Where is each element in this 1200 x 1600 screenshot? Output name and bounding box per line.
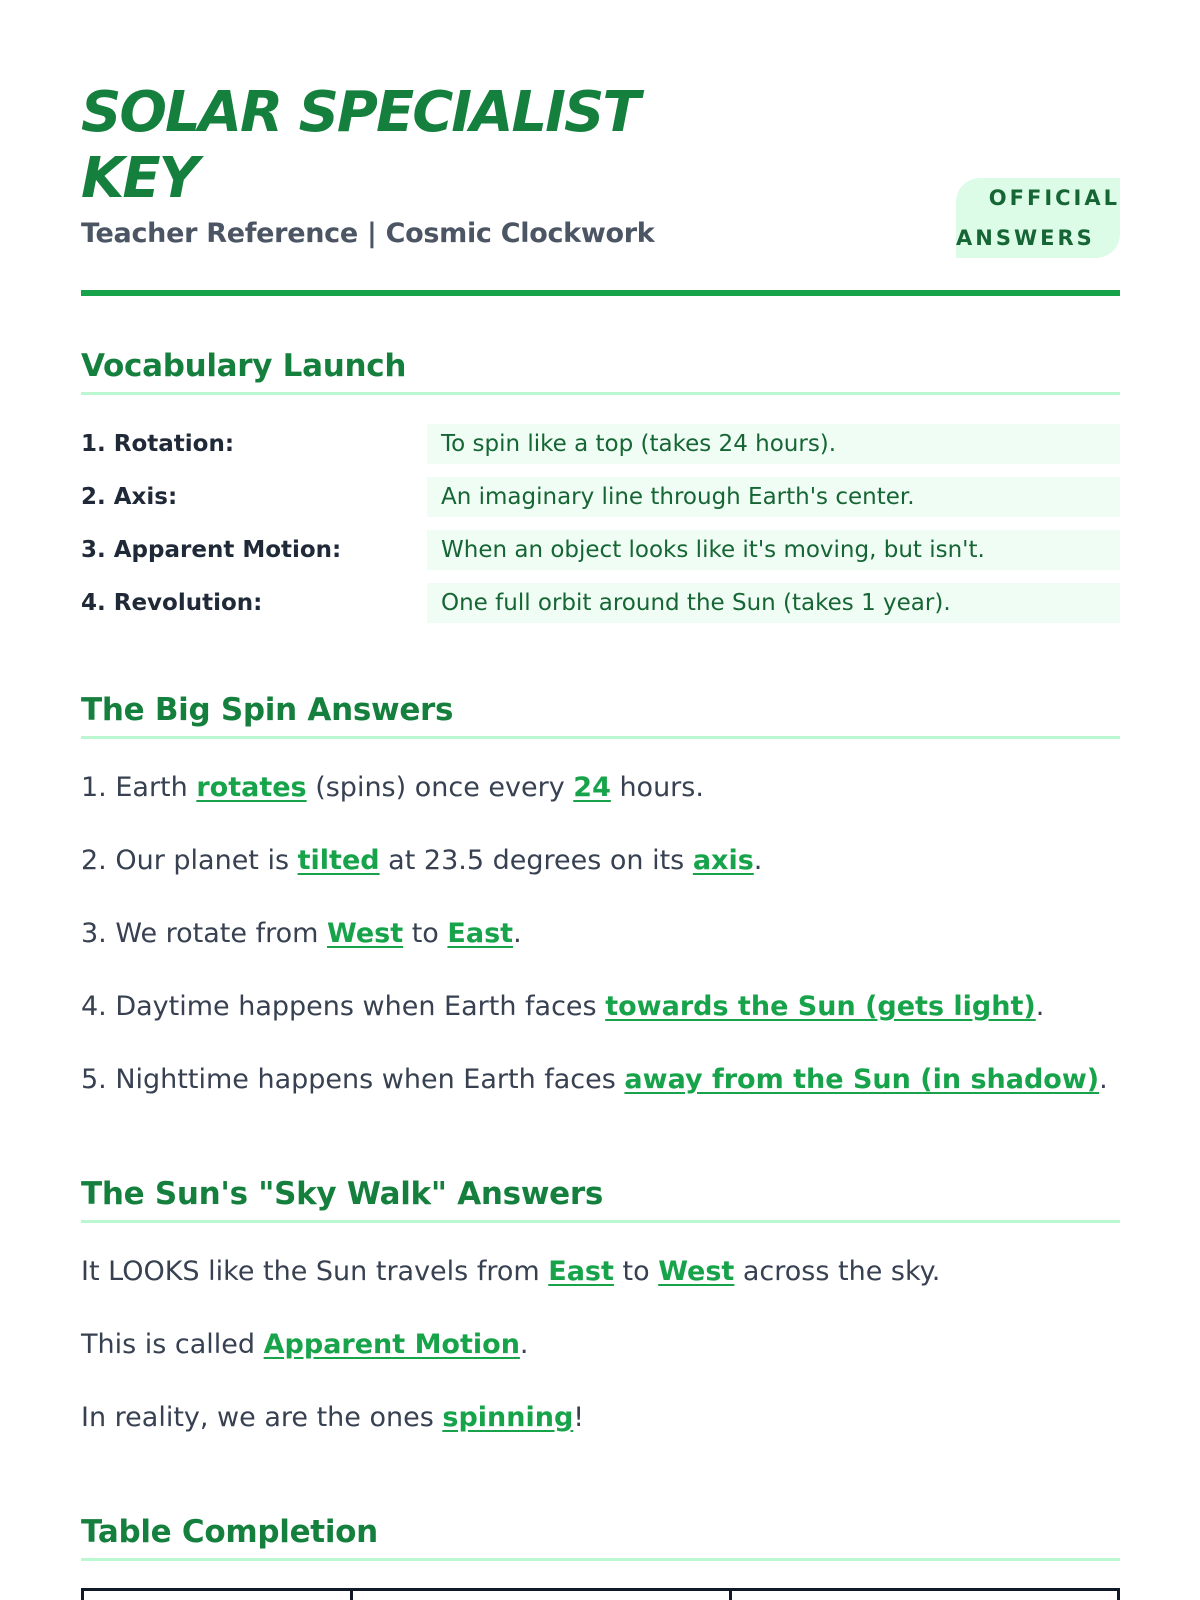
answer-text: (spins) once every: [306, 772, 574, 803]
answer-text: .: [753, 845, 763, 876]
answer-text: to: [613, 1256, 659, 1287]
title-line-1: SOLAR SPECIALIST: [81, 80, 639, 145]
vocab-definition: To spin like a top (takes 24 hours).: [427, 424, 1120, 464]
answer-blank: West: [658, 1256, 735, 1287]
spin-answer-5: [81, 1064, 1120, 1095]
answer-text: .: [1035, 991, 1045, 1022]
answer-text: at 23.5 degrees on its: [379, 845, 693, 876]
vocab-section-title: Vocabulary Launch: [81, 348, 1120, 395]
answer-text: It LOOKS like the Sun travels from: [81, 1256, 549, 1287]
vocab-term: 1. Rotation:: [81, 431, 235, 457]
spin-answer-1: [81, 772, 1120, 803]
vocab-term: 3. Apparent Motion:: [81, 537, 342, 563]
answer-text: across the sky.: [734, 1256, 941, 1287]
vocab-definition: An imaginary line through Earth's center.: [427, 477, 1120, 517]
answer-blank: East: [548, 1256, 614, 1287]
answer-blank: rotates: [196, 772, 307, 803]
spin-answer-2: [81, 845, 1120, 876]
official-answers-badge: [956, 178, 1120, 258]
answer-text: This is called: [81, 1329, 264, 1360]
answer-text: hours.: [610, 772, 704, 803]
completion-table: [81, 1588, 1120, 1600]
answer-text: 5. Nighttime happens when Earth faces: [81, 1064, 625, 1095]
answer-blank: spinning: [442, 1402, 574, 1433]
table-column-divider: [350, 1588, 353, 1600]
vocab-row: [81, 583, 1120, 623]
answer-key-page: [81, 0, 1120, 1550]
sky-section-title: The Sun's "Sky Walk" Answers: [81, 1176, 1120, 1223]
answer-text: 1. Earth: [81, 772, 197, 803]
page-subtitle: Teacher Reference | Cosmic Clockwork: [81, 218, 655, 249]
answer-text: .: [513, 918, 522, 949]
badge-line-1: OFFICIAL: [988, 186, 1120, 210]
vocab-row: [81, 477, 1120, 517]
vocab-term: 4. Revolution:: [81, 590, 263, 616]
answer-text: 2. Our planet is: [81, 845, 298, 876]
answer-text: to: [403, 918, 448, 949]
page-title: [81, 80, 639, 212]
answer-text: 4. Daytime happens when Earth faces: [81, 991, 606, 1022]
page-header: [81, 0, 1120, 296]
vocab-term: 2. Axis:: [81, 484, 178, 510]
vocab-row: [81, 424, 1120, 464]
answer-text: .: [1099, 1064, 1108, 1095]
answer-blank: away from the Sun (in shadow): [624, 1064, 1100, 1095]
answer-text: 3. We rotate from: [81, 918, 328, 949]
table-column-divider: [729, 1588, 732, 1600]
spin-answer-3: [81, 918, 1120, 949]
spin-section-title: The Big Spin Answers: [81, 692, 1120, 739]
answer-blank: 24: [573, 772, 611, 803]
vocab-definition: When an object looks like it's moving, but isn't.: [427, 530, 1120, 570]
answer-blank: Apparent Motion: [263, 1329, 520, 1360]
answer-text: In reality, we are the ones: [81, 1402, 443, 1433]
table-section-title: Table Completion: [81, 1514, 1120, 1561]
title-line-2: KEY: [81, 146, 198, 211]
answer-text: !: [573, 1402, 585, 1433]
spin-answer-4: [81, 991, 1120, 1022]
answer-blank: axis: [692, 845, 754, 876]
sky-answer-1: [81, 1256, 1120, 1287]
answer-blank: tilted: [297, 845, 380, 876]
answer-blank: East: [447, 918, 514, 949]
sky-answer-3: [81, 1402, 1120, 1433]
badge-line-2: ANSWERS: [956, 226, 1095, 250]
vocab-definition: One full orbit around the Sun (takes 1 year).: [427, 583, 1120, 623]
answer-blank: West: [327, 918, 404, 949]
sky-answer-2: [81, 1329, 1120, 1360]
vocab-row: [81, 530, 1120, 570]
answer-text: .: [519, 1329, 529, 1360]
answer-blank: towards the Sun (gets light): [605, 991, 1036, 1022]
